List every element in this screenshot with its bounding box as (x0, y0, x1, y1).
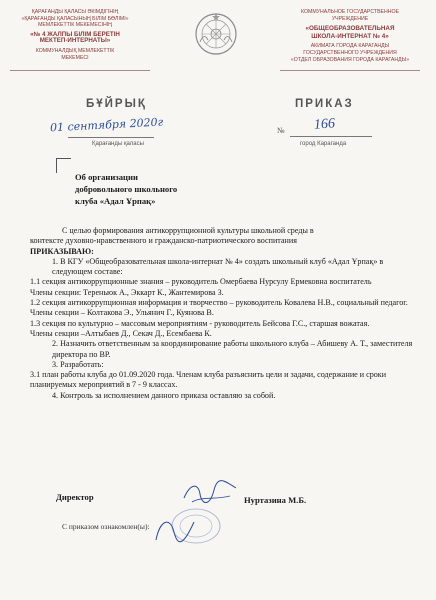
order-subitem: 3.1 план работы клуба до 01.09.2020 года. Членам клуба разъяснить цели и задачи, содержание и сроки планируемых мероприятий в 7 - 9 классах. (30, 370, 387, 390)
preamble: контексте духовно-нравственного и гражданско-патриотического воспитания (30, 236, 297, 246)
acknowledge-label: С приказом ознакомлен(ы): (62, 522, 150, 531)
order-item: 3. Разработать: (52, 359, 104, 369)
order-item: 1. В КГУ «Общеобразовательная школа-интернат № 4» создать школьный клуб «Адал Ұрпақ» в следующем составе: (52, 256, 384, 277)
doc-kind-kz: БҰЙРЫҚ (86, 98, 147, 110)
acknowledge-signature-scrawl (150, 512, 200, 548)
header-left-kz (10, 9, 140, 61)
signature-name: Нуртазина М.Б. (244, 495, 307, 505)
subject-line: клуба «Адал Ұрпақ» (75, 196, 156, 206)
subject-line: добровольного школьного (75, 184, 178, 194)
header-left-line: «№ 4 ЖАЛПЫ БІЛІМ БЕРЕТІН (30, 30, 120, 38)
header-right-line: УЧРЕЖДЕНИЕ (331, 15, 369, 22)
order-body (30, 226, 415, 401)
header-right-line: АКИМАТА ГОРОДА КАРАГАНДЫ (310, 43, 390, 50)
header-divider-right (280, 70, 420, 71)
preamble: С целью формирования антикоррупционной культуры школьной среды в (62, 226, 314, 235)
doc-kind-ru: ПРИКАЗ (295, 98, 354, 110)
date-handwritten: 01 сентября 2020г (49, 115, 164, 135)
number-handwritten: 166 (313, 116, 336, 133)
number-label: № (277, 126, 285, 135)
header-right-line: «ОБЩЕОБРАЗОВАТЕЛЬНАЯ (305, 25, 395, 33)
subject-line: Об организации (75, 172, 138, 182)
city-ru: город Караганда (300, 141, 347, 147)
header-right-line: КОММУНАЛЬНОЕ ГОСУДАРСТВЕННОЕ (301, 9, 399, 15)
header-left-line: ҚАРАҒАНДЫ ҚАЛАСЫ ӘКІМДІГІНІҢ (31, 9, 119, 15)
header-right-line: ШКОЛА-ИНТЕРНАТ № 4» (311, 32, 389, 40)
header-left-line: КОММУНАЛДЫҚ МЕМЛЕКЕТТІК (35, 47, 115, 54)
signature-title: Директор (56, 492, 94, 502)
subject-corner-mark (56, 158, 71, 173)
kazakhstan-state-emblem-icon (194, 12, 238, 56)
header-left-line: «ҚАРАҒАНДЫ ҚАЛАСЫНЫҢ БІЛІМ БӨЛІМІ» (21, 15, 129, 22)
header-left-line: МЕМЛЕКЕТТІК МЕКЕМЕСІНІҢ (38, 22, 112, 29)
header-right-line: «ОТДЕЛ ОБРАЗОВАНИЯ ГОРОДА КАРАГАНДЫ» (290, 56, 410, 63)
director-signature-scrawl (180, 476, 240, 510)
header-left-line: МЕКТЕП-ИНТЕРНАТЫ» (39, 37, 111, 45)
order-item: 4. Контроль за исполнением данного приказа оставляю за собой. (52, 390, 276, 400)
section-members: Члены секции: Тереньюк А., Эккарт К., Жантемирова З. (30, 287, 224, 297)
section-members: Члены секции –Алтыбаев Д., Секач Д., Есембаева К. (30, 328, 212, 338)
order-word: ПРИКАЗЫВАЮ: (30, 246, 94, 256)
order-subject (75, 171, 205, 207)
header-right-line: ГОСУДАРСТВЕННОГО УЧРЕЖДЕНИЯ (303, 49, 397, 56)
order-item: 2. Назначить ответственным за координирование работы школьного клуба – Абишеву А. Т., заместителя директора по ВР. (52, 339, 413, 359)
header-right-ru (280, 9, 420, 63)
city-kz: Қарағанды қаласы (92, 141, 144, 147)
order-subitem: 1.3 секция по культурно – массовым мероприятиям - руководитель Бейсова Г.С., старшая вожатая. (30, 318, 370, 328)
order-subitem: 1.1 секция антикоррупционные знания – руководитель Омербаева Нурсулу Ермековна воспитатель (30, 277, 372, 287)
section-members: Члены секции – Колтакова Э., Ульянич Г., Куянова В. (30, 308, 214, 318)
header-divider-left (10, 70, 150, 71)
order-subitem: 1.2 секция антикоррупционная информация и творчество – руководитель Ковалева Н.В., социальный педагог. (30, 298, 408, 308)
header-left-line: МЕКЕМЕСІ (61, 54, 89, 61)
